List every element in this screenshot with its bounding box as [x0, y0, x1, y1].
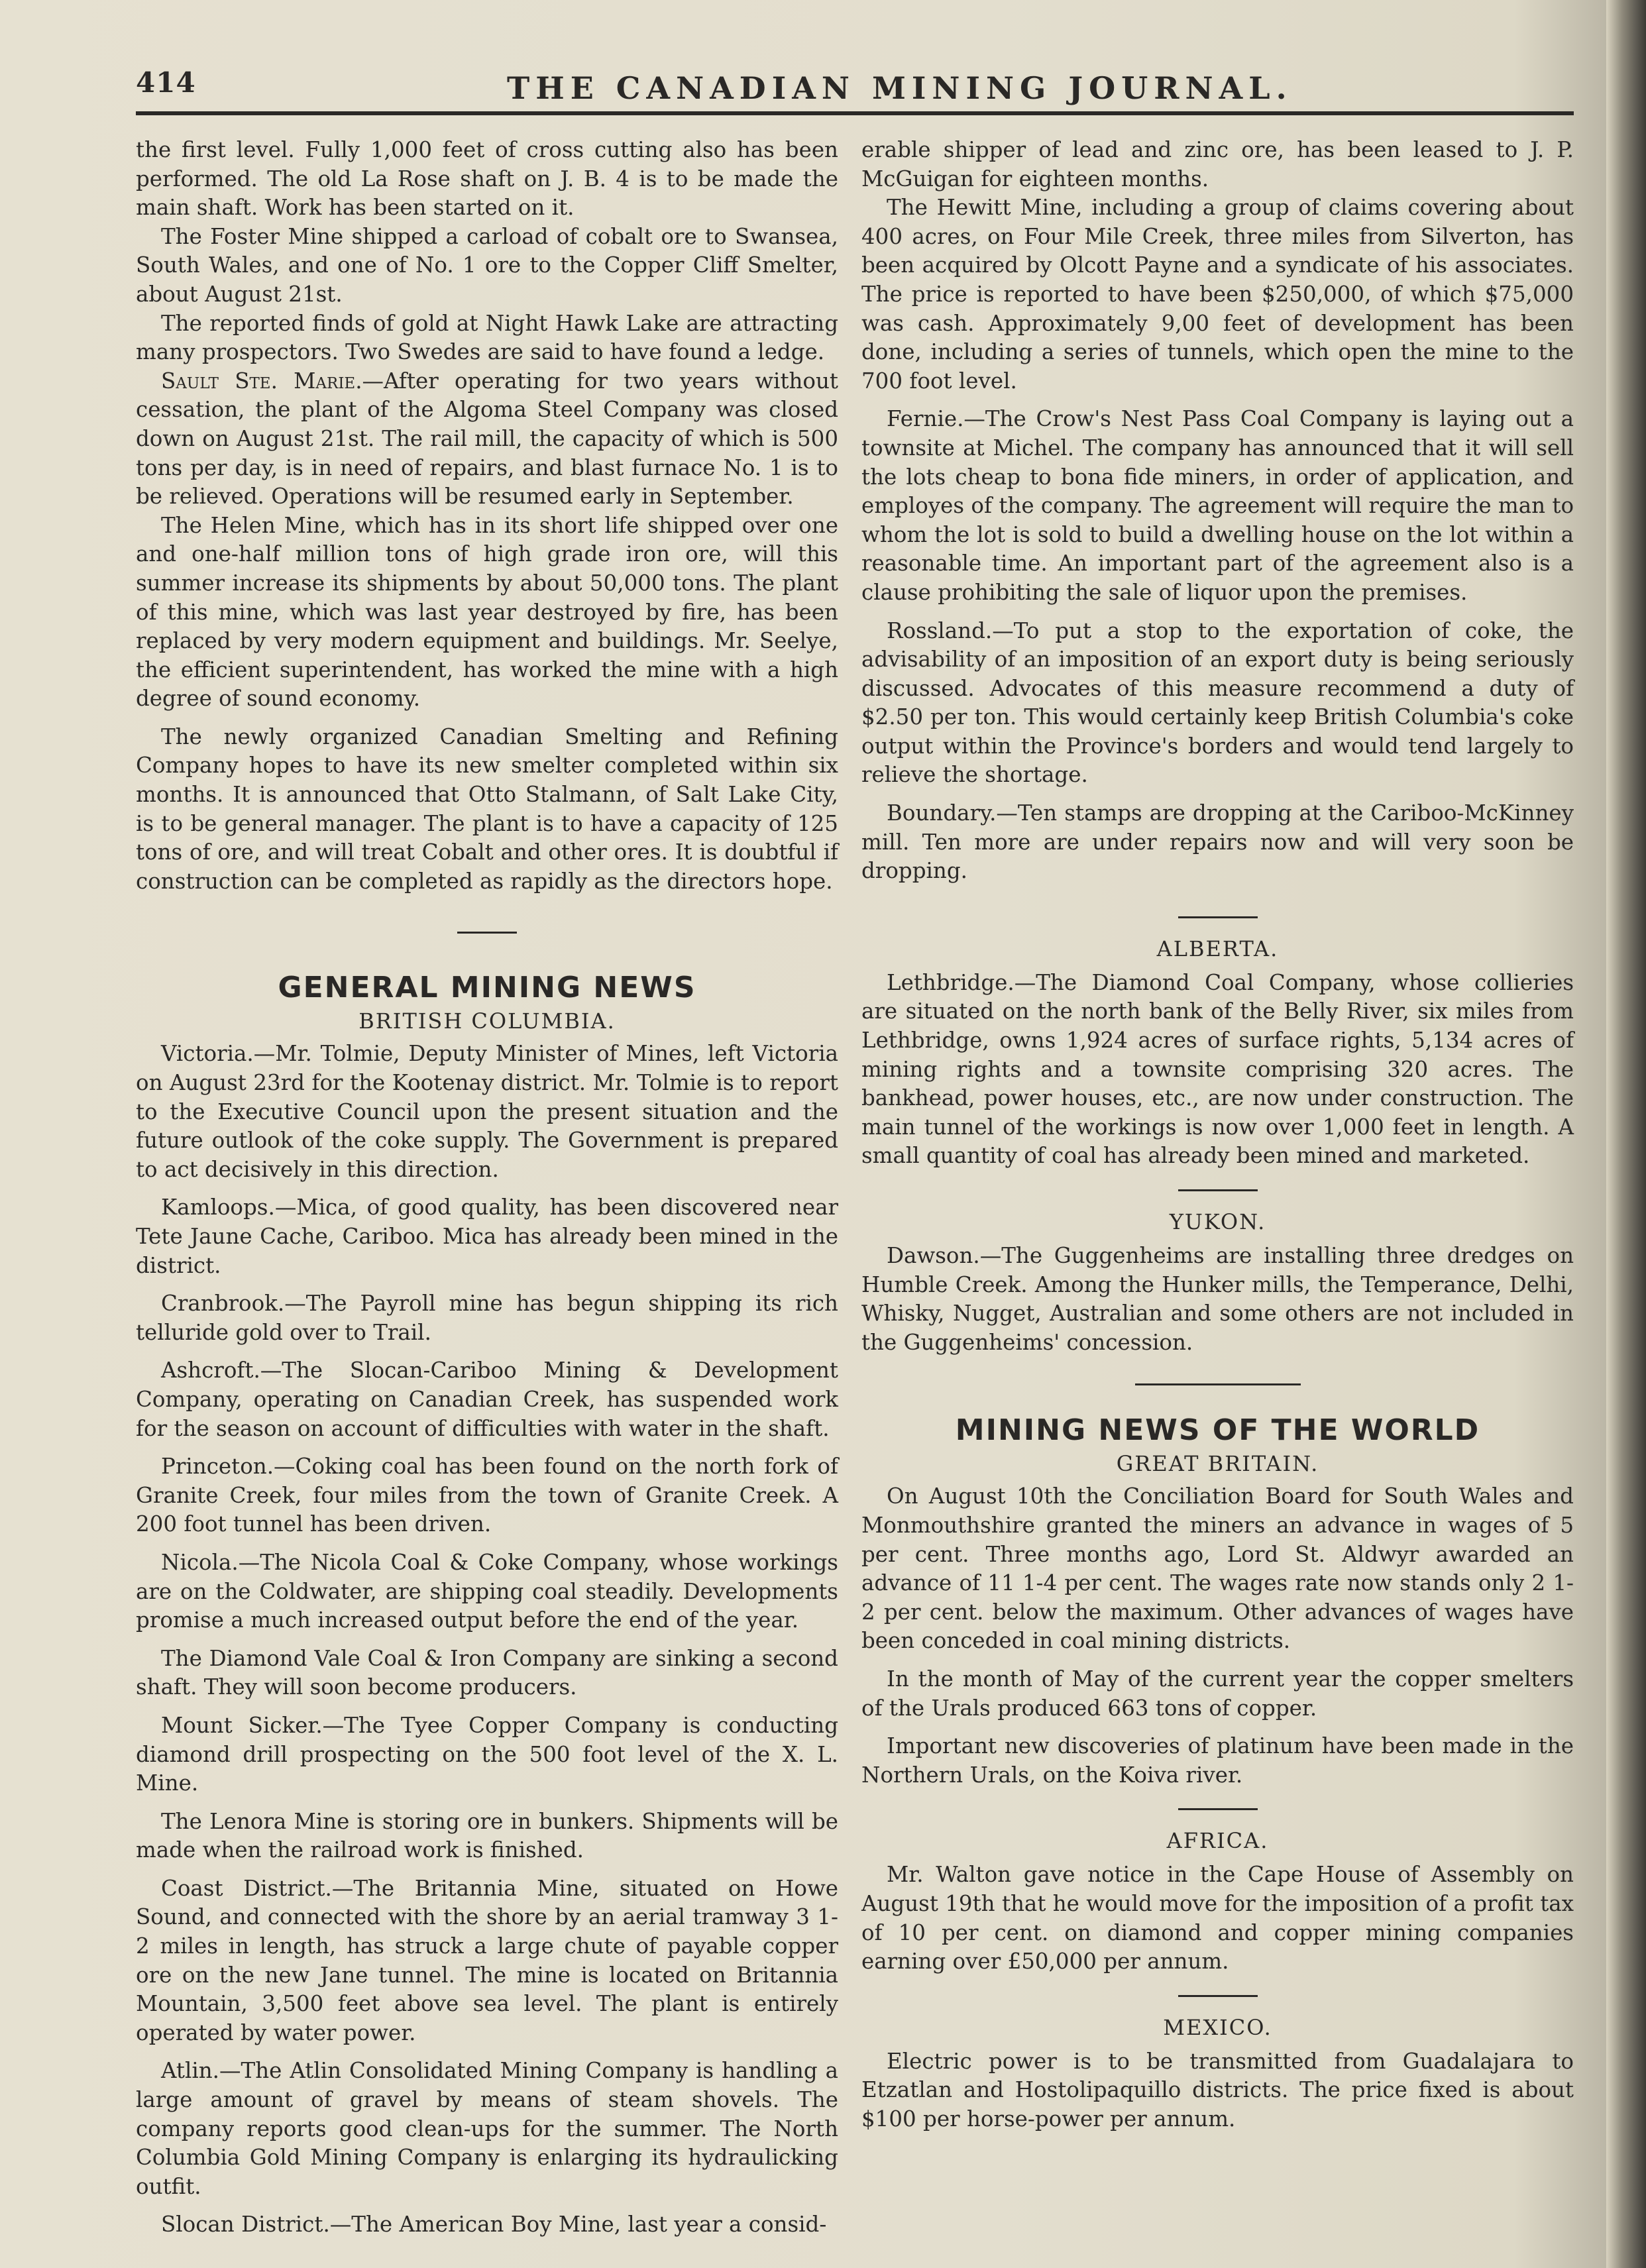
left-column — [136, 136, 838, 2240]
page-number: 414 — [136, 66, 196, 99]
news-item: Princeton.—Coking coal has been found on the north fork of Granite Creek, four miles from the town of Granite Creek. A 200 foot tunnel has been driven. — [136, 1454, 838, 1537]
alberta-heading: ALBERTA. — [1156, 936, 1279, 961]
page-edge-shadow — [1606, 0, 1646, 2268]
article-paragraph: The newly organized Canadian Smelting and Refining Company hopes to have its new smelter completed within six months. It is announced that Otto Stalmann, of Salt Lake City, is to be general manager. The plant is to have a capacity of 125 tons of ore, and will treat Cobalt and other ores. It is doubtful if construction can be completed as rapidly as the directors hope. — [136, 724, 838, 894]
news-item: Ashcroft.—The Slocan-Cariboo Mining & Development Company, operating on Canadian Creek, has suspended work for the season on account of difficulties with water in the shaft. — [136, 1358, 838, 1441]
section-divider — [1178, 1189, 1258, 1191]
news-item: Slocan District.—The American Boy Mine, last year a consid- — [161, 2212, 827, 2238]
article-paragraph: The Helen Mine, which has in its short life shipped over one and one-half million tons of high grade iron ore, will this summer increase its shipments by about 50,000 tons. The plant of this mine, which was last year destroyed by fire, has been replaced by very modern equipment and buildings. Mr. Seelye, the efficient superintendent, has worked the mine with a high degree of sound economy. — [136, 512, 838, 712]
news-item: The Hewitt Mine, including a group of claims covering about 400 acres, on Four Mile Creek, three miles from Silverton, has been acquired by Olcott Payne and a syndicate of his associates. The price is reported to have been $250,000, of which $75,000 was cash. Approximately 9,00 feet of development has been done, including a series of tunnels, which open the mine to the 700 foot level. — [861, 195, 1574, 394]
place-name: Sault Ste. Marie. — [161, 368, 362, 394]
news-item: Dawson.—The Guggenheims are installing three dredges on Humble Creek. Among the Hunker mills, the Temperance, Delhi, Whisky, Nugget, Australian and some others are not included in the Guggenheims' concession. — [861, 1243, 1574, 1355]
news-item: Important new discoveries of platinum have been made in the Northern Urals, on the Koiva river. — [861, 1733, 1574, 1788]
news-item: erable shipper of lead and zinc ore, has been leased to J. P. McGuigan for eighteen months. — [861, 137, 1574, 191]
news-item: On August 10th the Conciliation Board for South Wales and Monmouthshire granted the miners an advance in wages of 5 per cent. Three months ago, Lord St. Aldwyr awarded an advance of 11 1-4 per cent. The wages rate now stands only 2 1-2 per cent. below the maximum. Other advances of wages have been conceded in coal mining districts. — [861, 1484, 1574, 1654]
article-paragraph: the first level. Fully 1,000 feet of cross cutting also has been performed. The old La Rose shaft on J. B. 4 is to be made the main shaft. Work has been started on it. — [136, 137, 838, 221]
news-item: Atlin.—The Atlin Consolidated Mining Company is handling a large amount of gravel by means of steam shovels. The company reports good clean-ups for the summer. The North Columbia Gold Mining Company is enlarging its hydraulicking outfit. — [136, 2058, 838, 2199]
general-mining-news-heading: GENERAL MINING NEWS — [278, 971, 696, 1005]
journal-title: THE CANADIAN MINING JOURNAL. — [507, 70, 1293, 106]
mexico-heading: MEXICO. — [1163, 2014, 1272, 2040]
section-divider — [457, 932, 517, 934]
news-item: Cranbrook.—The Payroll mine has begun shipping its rich telluride gold over to Trail. — [136, 1291, 838, 1345]
news-item: The Lenora Mine is storing ore in bunkers. Shipments will be made when the railroad work is finished. — [136, 1808, 838, 1863]
article-paragraph: The reported finds of gold at Night Hawk Lake are attracting many prospectors. Two Swedes are said to have found a ledge. — [136, 310, 838, 365]
article-paragraph: The Foster Mine shipped a carload of cobalt ore to Swansea, South Wales, and one of No. 1 ore to the Copper Cliff Smelter, about August 21st. — [136, 223, 838, 307]
british-columbia-heading: BRITISH COLUMBIA. — [358, 1008, 616, 1034]
article-paragraph-sault — [136, 367, 838, 512]
paragraph-text: —After operating for two years without cessation, the plant of the Algoma Steel Company was closed down on August 21st. The rail mill, the capacity of which is 500 tons per day, is in need of repairs, and blast furnace No. 1 is to be relieved. Operations will be resumed early in September. — [136, 368, 838, 510]
news-item: Mr. Walton gave notice in the Cape House of Assembly on August 19th that he would move for the imposition of a profit tax of 10 per cent. on diamond and copper mining companies earning over £50,000 per annum. — [861, 1862, 1574, 1974]
africa-heading: AFRICA. — [1166, 1828, 1269, 1854]
news-item: Boundary.—Ten stamps are dropping at the Cariboo-McKinney mill. Ten more are under repairs now and will very soon be dropping. — [861, 800, 1574, 884]
great-britain-heading: GREAT BRITAIN. — [1116, 1451, 1319, 1477]
header-rule — [136, 111, 1574, 115]
section-divider — [1178, 1995, 1258, 1997]
news-item: Electric power is to be transmitted from Guadalajara to Etzatlan and Hostolipaquillo districts. The price fixed is about $100 per horse-power per annum. — [861, 2048, 1574, 2132]
news-item: Mount Sicker.—The Tyee Copper Company is conducting diamond drill prospecting on the 500 foot level of the X. L. Mine. — [136, 1712, 838, 1796]
section-divider — [1135, 1383, 1301, 1385]
news-item: Rossland.—To put a stop to the exportation of coke, the advisability of an imposition of an export duty is being seriously discussed. Advocates of this measure recommend a duty of $2.50 per ton. This would certainly keep British Columbia's coke output within the Province's borders and would tend largely to relieve the shortage. — [861, 618, 1574, 788]
news-item: Coast District.—The Britannia Mine, situated on Howe Sound, and connected with the shore by an aerial tramway 3 1-2 miles in length, has struck a large chute of payable copper ore on the new Jane tunnel. The mine is located on Britannia Mountain, 3,500 feet above sea level. The plant is entirely operated by water power. — [136, 1875, 838, 2045]
news-item: Victoria.—Mr. Tolmie, Deputy Minister of Mines, left Victoria on August 23rd for the Kootenay district. Mr. Tolmie is to report to the Executive Council upon the present situation and the future outlook of the coke supply. The Government is prepared to act decisively in this direction. — [136, 1041, 838, 1182]
section-divider — [1178, 1808, 1258, 1810]
news-item: Lethbridge.—The Diamond Coal Company, whose collieries are situated on the north bank of the Belly River, six miles from Lethbridge, owns 1,924 acres of surface rights, 5,134 acres of mining rights and a townsite comprising 320 acres. The bankhead, power houses, etc., are now under construction. The main tunnel of the workings is now over 1,000 feet in length. A small quantity of coal has already been mined and marketed. — [861, 969, 1574, 1169]
news-item: In the month of May of the current year the copper smelters of the Urals produced 663 tons of copper. — [861, 1666, 1574, 1721]
news-item: Nicola.—The Nicola Coal & Coke Company, whose workings are on the Coldwater, are shipping coal steadily. Developments promise a much increased output before the end of the year. — [136, 1549, 838, 1633]
news-item: Kamloops.—Mica, of good quality, has been discovered near Tete Jaune Cache, Cariboo. Mica has already been mined in the district. — [136, 1195, 838, 1278]
right-column — [861, 136, 1574, 2133]
news-item: Fernie.—The Crow's Nest Pass Coal Company is laying out a townsite at Michel. The company has announced that it will sell the lots cheap to bona fide miners, in order of application, and employes of the company. The agreement will require the man to whom the lot is sold to build a dwelling house on the lot within a reasonable time. An important part of the agreement also is a clause prohibiting the sale of liquor upon the premises. — [861, 406, 1574, 605]
section-divider — [1178, 916, 1258, 918]
yukon-heading: YUKON. — [1169, 1209, 1266, 1234]
news-item: The Diamond Vale Coal & Iron Company are sinking a second shaft. They will soon become producers. — [136, 1645, 838, 1700]
mining-news-of-the-world-heading: MINING NEWS OF THE WORLD — [955, 1413, 1480, 1448]
